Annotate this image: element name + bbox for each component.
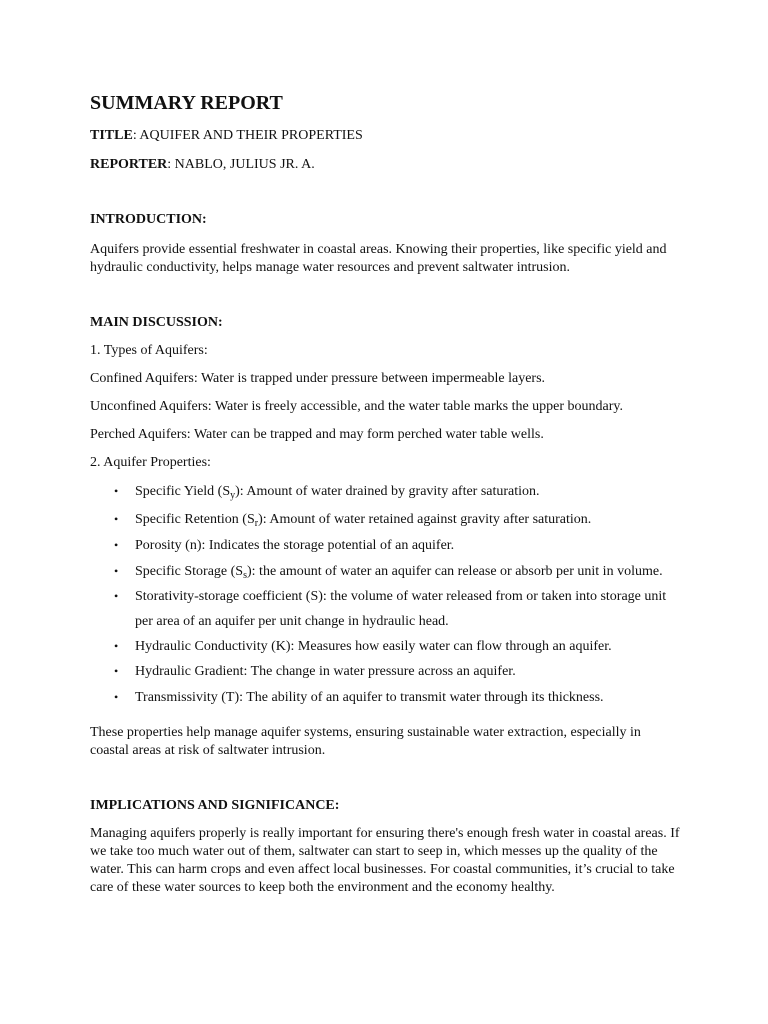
main-discussion-heading: MAIN DISCUSSION:	[90, 315, 223, 330]
aquifer-type-confined: Confined Aquifers: Water is trapped under pressure between impermeable layers.	[90, 371, 546, 386]
reporter-value: : NABLO, JULIUS JR. A.	[167, 157, 315, 172]
bullet-icon: •	[114, 484, 119, 498]
bullet-icon: •	[114, 512, 119, 526]
bullet-icon: •	[114, 538, 119, 552]
bullet-icon: •	[114, 639, 119, 653]
title-value: : AQUIFER AND THEIR PROPERTIES	[132, 128, 363, 143]
bullet-icon: •	[114, 589, 119, 603]
reporter-label: REPORTER	[90, 157, 168, 172]
aquifer-type-perched: Perched Aquifers: Water can be trapped and may form perched water table wells.	[90, 427, 544, 442]
report-heading: SUMMARY REPORT	[90, 92, 283, 114]
reporter-line	[90, 157, 315, 173]
title-label: TITLE	[90, 128, 133, 143]
introduction-heading: INTRODUCTION:	[90, 212, 207, 227]
bullet-icon: •	[114, 690, 119, 704]
properties-heading: 2. Aquifer Properties:	[90, 455, 211, 470]
properties-closing-text: These properties help manage aquifer systems, ensuring sustainable water extraction, especially in coastal areas at risk of saltwater intrusion.	[90, 725, 641, 758]
aquifer-type-unconfined: Unconfined Aquifers: Water is freely accessible, and the water table marks the upper boundary.	[90, 399, 624, 414]
types-heading: 1. Types of Aquifers:	[90, 343, 208, 358]
bullet-icon: •	[114, 564, 119, 578]
bullet-icon: •	[114, 664, 119, 678]
introduction-text: Aquifers provide essential freshwater in coastal areas. Knowing their properties, like specific yield and hydraulic conductivity, helps manage water resources and prevent saltwater intrusion.	[90, 242, 667, 275]
implications-heading: IMPLICATIONS AND SIGNIFICANCE:	[90, 798, 340, 813]
title-line	[90, 128, 363, 144]
implications-text: Managing aquifers properly is really important for ensuring there's enough fresh water in coastal areas. If we take too much water out of them, saltwater can start to seep in, which messes up the quality of the water. This can harm crops and even affect local businesses. For coastal communities, it’s crucial to take care of these water sources to keep both the environment and the economy healthy.	[90, 826, 680, 895]
